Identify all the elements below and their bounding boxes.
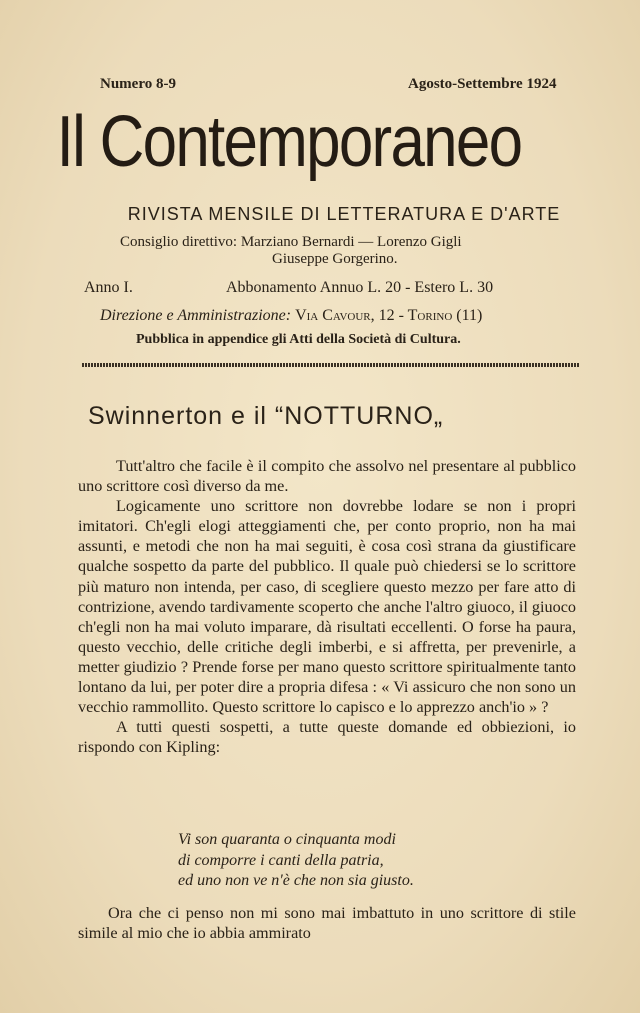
- volume-year: Anno I.: [84, 279, 133, 296]
- appendix-note: Pubblica in appendice gli Atti della Società di Cultura.: [136, 332, 461, 347]
- header-divider: [82, 363, 580, 367]
- paragraph: Logicamente uno scrittore non dovrebbe lodare se non i propri imitatori. Ch'egli elogi atteggiamenti che, per conto proprio, non ha mai assunti, e metodi che non ha mai seguiti, è cosa così strana da giustificare qualche sospetto da parte del pubblico. Il quale può chiedersi se lo scrittore più maturo non intenda, per caso, di scegliere questo mezzo per fare atto di contrizione, avendo tardivamente scoperto che anche l'altro giuoco, il giuoco ch'egli non ha mai voluto imparare, dà risultati eccellenti. O forse ha paura, questo vecchio, delle critiche degli imberbi, e si affretta, per prevenirle, a metter giudizio ? Prende forse per mano questo scrittore spiritualmente tanto lontano da lui, per poter dire a propria difesa : « Vi assicuro che non sono un vecchio rammollito. Questo scrittore lo capisco e lo apprezzo anch'io » ?: [78, 497, 576, 717]
- masthead-subtitle: RIVISTA MENSILE DI LETTERATURA E D'ARTE: [127, 204, 561, 224]
- direction-address: Via Cavour, 12 - Torino (11): [295, 307, 483, 324]
- masthead-title: Il Contemporaneo: [56, 102, 522, 182]
- paragraph: Ora che ci penso non mi sono mai imbattuto in uno scrittore di stile simile al mio che io abbia ammirato: [78, 904, 576, 943]
- subscription-info: Abbonamento Annuo L. 20 - Estero L. 30: [226, 279, 494, 296]
- verse-line: ed uno non ve n'è che non sia giusto.: [178, 872, 414, 889]
- paragraph: Tutt'altro che facile è il compito che assolvo nel presentare al pubblico uno scrittore così diverso da me.: [78, 457, 576, 496]
- direction-info: [100, 307, 482, 325]
- issue-number: Numero 8-9: [100, 76, 176, 92]
- article-body: [78, 456, 576, 757]
- verse-line: Vi son quaranta o cinquanta modi: [178, 831, 396, 848]
- paragraph: A tutti questi sospetti, a tutte queste domande ed obbiezioni, io rispondo con Kipling:: [78, 718, 576, 757]
- article-title: Swinnerton e il “NOTTURNO„: [88, 402, 444, 430]
- editorial-board-line1: Consiglio direttivo: Marziano Bernardi — Lorenzo Gigli: [120, 234, 462, 250]
- editorial-board-line2: Giuseppe Gorgerino.: [272, 251, 398, 267]
- article-body-continued: [78, 903, 576, 943]
- issue-date: Agosto-Settembre 1924: [408, 76, 557, 92]
- direction-label: Direzione e Amministrazione:: [100, 307, 292, 324]
- verse-line: di comporre i canti della patria,: [178, 851, 384, 869]
- kipling-verse: [178, 830, 414, 892]
